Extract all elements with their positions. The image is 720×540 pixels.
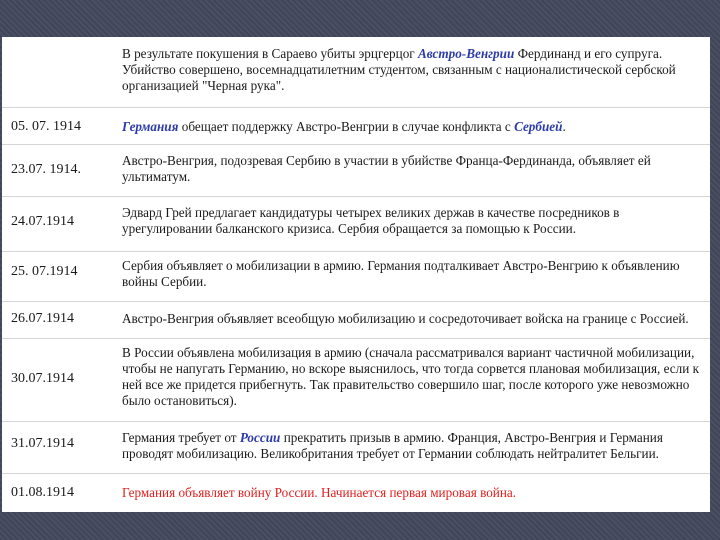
row-date: 24.07.1914 xyxy=(11,214,74,229)
table-row xyxy=(2,301,710,339)
row-date: 23.07. 1914. xyxy=(11,162,81,177)
row-text: Эдвард Грей предлагает кандидатуры четырех великих держав в качестве посредников в урегулировании балканского кризиса. Сербия обращается за помощью к России. xyxy=(122,205,620,236)
timeline-table xyxy=(2,37,710,512)
row-date: 01.08.1914 xyxy=(11,485,74,500)
table-row xyxy=(2,196,710,252)
row-text: В России объявлена мобилизация в армию (сначала рассматривался вариант частичной мобилизации, чтобы не напугать Германию, но вскоре выяснилось, что тогда сорвется плановая мобилизация, если к ней все же придется прибегнуть. Так правительство совершило шаг, после которого уже невозможно было остановиться). xyxy=(122,345,699,408)
table-row xyxy=(2,107,710,145)
row-text-highlighted: Германия объявляет войну России. Начинается первая мировая война. xyxy=(122,485,517,500)
row-date: 26.07.1914 xyxy=(11,311,74,326)
table-row xyxy=(2,473,710,511)
table-row xyxy=(2,251,710,302)
row-text: Германия обещает поддержку Австро-Венгрии в случае конфликта с Сербией. xyxy=(122,119,566,134)
row-text: Германия требует от России прекратить призыв в армию. Франция, Австро-Венгрия и Германия проводят мобилизацию. Великобритания требует от Германии соблюдать нейтралитет Бельгии. xyxy=(122,430,663,461)
country-highlight: Германия xyxy=(122,119,179,134)
table-row xyxy=(2,421,710,474)
row-date: 30.07.1914 xyxy=(11,371,74,386)
row-date: 05. 07. 1914 xyxy=(11,119,81,134)
row-date: 31.07.1914 xyxy=(11,436,74,451)
country-highlight: Австро-Венгрии xyxy=(418,46,515,61)
row-text: Австро-Венгрия, подозревая Сербию в участии в убийстве Франца-Фердинанда, объявляет ей ультиматум. xyxy=(122,153,651,184)
table-row xyxy=(2,37,710,108)
table-row xyxy=(2,144,710,197)
row-text: Австро-Венгрия объявляет всеобщую мобилизацию и сосредоточивает войска на границе с Россией. xyxy=(122,311,689,326)
row-text: Сербия объявляет о мобилизации в армию. Германия подталкивает Австро-Венгрию к объявлению войны Сербии. xyxy=(122,258,680,289)
country-highlight: России xyxy=(239,430,281,445)
country-highlight: Сербией xyxy=(514,119,563,134)
row-text: В результате покушения в Сараево убиты эрцгерцог Австро-Венгрии Фердинанд и его супруга. Убийство совершено, восемнадцатилетним студентом, связанным с националистической сербской организацией "Черная рука". xyxy=(122,46,676,93)
row-date: 25. 07.1914 xyxy=(11,264,78,279)
table-row xyxy=(2,338,710,422)
